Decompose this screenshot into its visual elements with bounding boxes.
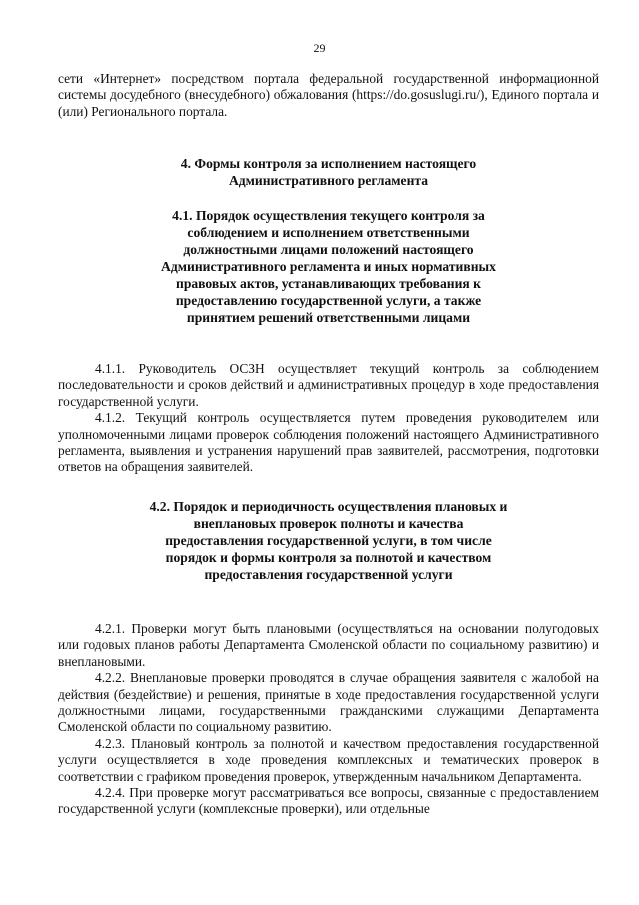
section-4-2-heading: 4.2. Порядок и периодичность осуществления плановых и внеплановых проверок полноты и качества предоставления государственной услуги, в том числе порядок и формы контроля за полнотой и качеством предоставления государственной услуги bbox=[149, 499, 508, 582]
section-4-1-body bbox=[58, 361, 599, 476]
paragraph-4-1-2: 4.1.2. Текущий контроль осуществляется путем проведения руководителем или уполномоченными лицами проверок соблюдения положений настоящего Административного регламента, выявления и устранения нарушений прав заявителей, рассмотрения, подготовки ответов на обращения заявителей. bbox=[58, 410, 599, 475]
intro-block bbox=[58, 71, 599, 120]
paragraph-4-2-4: 4.2.4. При проверке могут рассматриваться все вопросы, связанные с предоставлением государственной услуги (комплексные проверки), или отдельные bbox=[58, 785, 599, 817]
paragraph-4-1-1: 4.1.1. Руководитель ОСЗН осуществляет текущий контроль за соблюдением последовательности и сроков действий и административных процедур в ходе предоставления государственной услуги. bbox=[58, 361, 599, 409]
paragraph-4-2-2: 4.2.2. Внеплановые проверки проводятся в случае обращения заявителя с жалобой на действия (бездействие) и решения, принятые в ходе предоставления государственной услуги должностными лицами, государственными гражданскими служащими Департамента Смоленской области по социальному развитию. bbox=[58, 670, 599, 735]
paragraph-4-2-3: 4.2.3. Плановый контроль за полнотой и качеством предоставления государственной услуги осуществляется в ходе проведения комплексных и тематических проверок в соответствии с графиком проведения проверок, утвержденным начальником Департамента. bbox=[58, 735, 599, 784]
intro-paragraph: сети «Интернет» посредством портала федеральной государственной информационной системы досудебного (внесудебного) обжалования (https://do.gosuslugi.ru/), Единого портала и (или) Регионального портала. bbox=[58, 71, 599, 119]
page-number: 29 bbox=[313, 41, 326, 55]
section-4-2-body bbox=[58, 621, 599, 818]
section-4-1-heading: 4.1. Порядок осуществления текущего контроля за соблюдением и исполнением ответственными должностными лицами положений настоящего Административного регламента и иных нормативных правовых актов, устанавливающих требования к предоставлению государственной услуги, а также принятием решений ответственными лицами bbox=[161, 208, 496, 325]
paragraph-4-2-1: 4.2.1. Проверки могут быть плановыми (осуществляться на основании полугодовых или годовых планов работы Департамента Смоленской области по социальному развитию) и внеплановыми. bbox=[58, 621, 599, 669]
section-4-heading: 4. Формы контроля за исполнением настоящего Административного регламента bbox=[180, 156, 477, 188]
